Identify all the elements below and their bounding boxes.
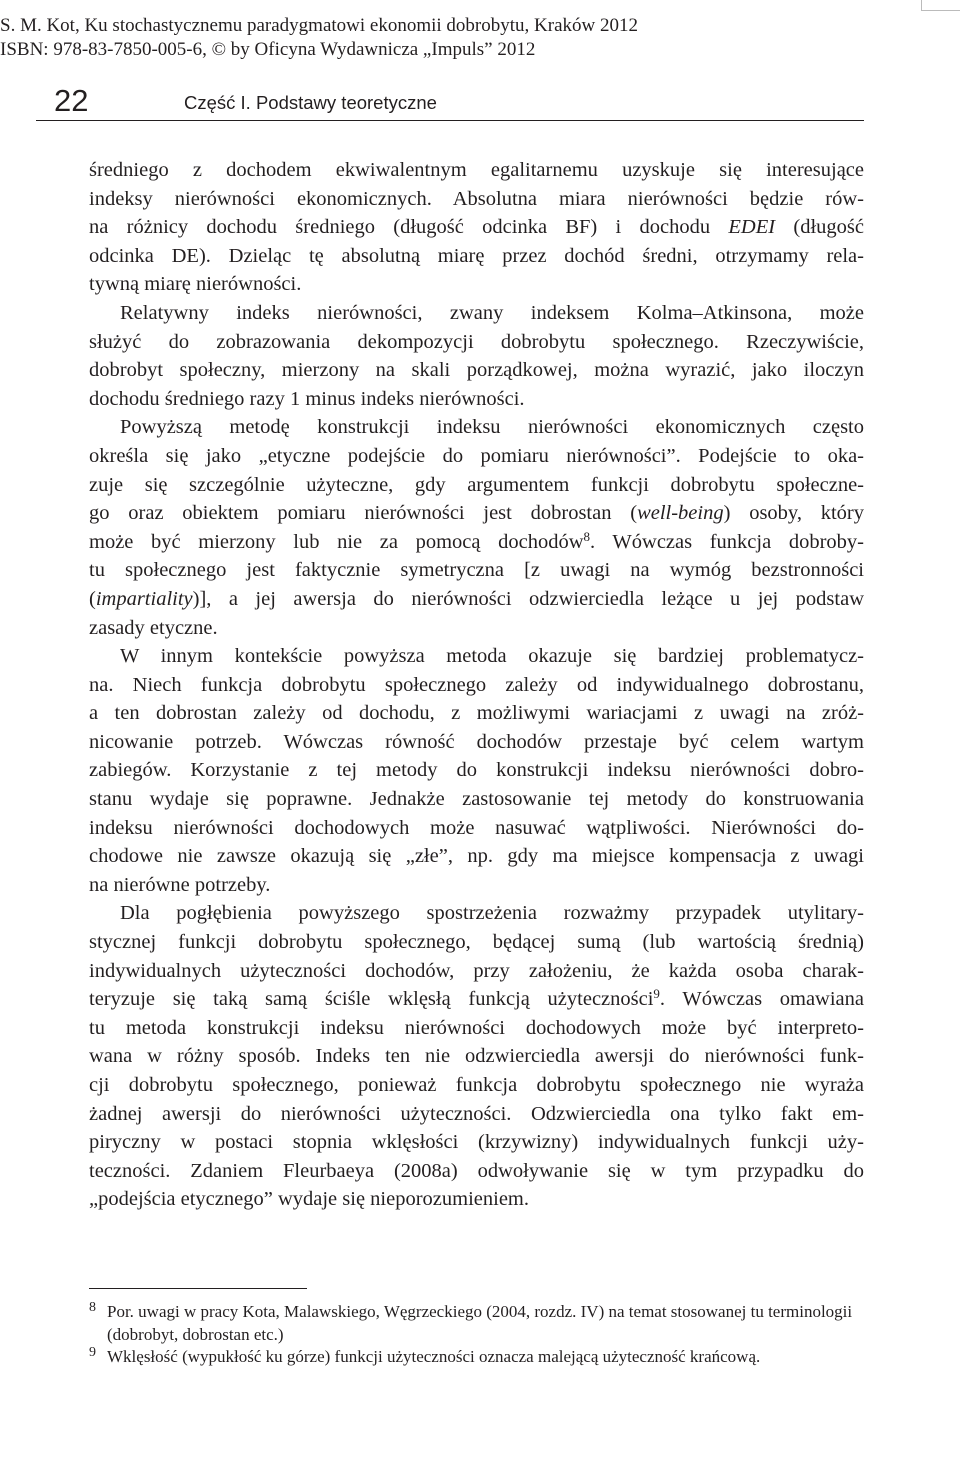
italic-term: well-being bbox=[637, 502, 724, 525]
text-run: określa się jako „etyczne podejście do pomiaru nierówności”. Podejście to oka- bbox=[89, 444, 864, 467]
text-run: . Wówczas funkcja dobroby- bbox=[590, 530, 864, 553]
text-line bbox=[89, 671, 864, 700]
text-line bbox=[89, 1157, 864, 1186]
text-line bbox=[89, 242, 864, 271]
text-line bbox=[89, 928, 864, 957]
text-run: (długość bbox=[775, 216, 864, 239]
text-line bbox=[89, 1100, 864, 1129]
text-run: indywidualnych użyteczności dochodów, przy założeniu, że każda osoba charak- bbox=[89, 959, 864, 982]
text-run: indeksu nierówności dochodowych może nasuwać wątpliwości. Nierówności do- bbox=[89, 816, 864, 839]
text-run: stycznej funkcji dobrobytu społecznego, będącej sumą (lub wartością średnią) bbox=[89, 931, 864, 954]
running-header bbox=[36, 80, 864, 121]
text-line bbox=[89, 699, 864, 728]
text-line bbox=[89, 985, 864, 1014]
text-line bbox=[89, 385, 864, 414]
text-line bbox=[89, 642, 864, 671]
citation-line-2: ISBN: 978-83-7850-005-6, © by Oficyna Wydawnicza „Impuls” 2012 bbox=[0, 39, 536, 60]
footnote-ref: 8 bbox=[583, 528, 591, 544]
text-line bbox=[89, 728, 864, 757]
text-line bbox=[89, 785, 864, 814]
text-run: teczności. Zdaniem Fleurbaeya (2008a) odwoływanie się w tym przypadku do bbox=[89, 1159, 864, 1182]
text-run: średniego z dochodem ekwiwalentnym egalitarnemu uzyskuje się interesujące bbox=[89, 159, 864, 181]
text-run: zasady etyczne. bbox=[89, 616, 218, 639]
text-line bbox=[89, 871, 864, 900]
footnote bbox=[89, 1346, 864, 1369]
text-line bbox=[89, 270, 864, 299]
text-run: go oraz obiektem pomiaru nierówności jest dobrostan ( bbox=[89, 502, 638, 525]
text-run: na różnicy dochodu średniego (długość odcinka BF) i dochodu bbox=[89, 216, 729, 239]
text-line bbox=[89, 957, 864, 986]
text-run: zabiegów. Korzystanie z tej metody do konstrukcji indeksu nierówności dobro- bbox=[89, 759, 864, 782]
text-line bbox=[89, 328, 864, 357]
italic-term: impartiality bbox=[95, 587, 193, 610]
text-run: nicowanie potrzeb. Wówczas równość dochodów przestaje być celem wartym bbox=[89, 730, 864, 753]
text-run: tywną miarę nierówności. bbox=[89, 273, 302, 296]
text-run: teryzuje się taką samą ściśle wklęsłą funkcją użyteczności bbox=[89, 988, 654, 1011]
text-run: odcinka DE). Dzieląc tę absolutną miarę przez dochód średni, otrzymamy rela- bbox=[89, 244, 864, 267]
text-run: „podejścia etycznego” wydaje się nieporozumieniem. bbox=[89, 1188, 529, 1211]
text-line bbox=[89, 1128, 864, 1157]
text-line bbox=[89, 413, 864, 442]
text-run: ) osoby, który bbox=[723, 502, 865, 525]
text-run: ( bbox=[89, 587, 96, 610]
page-number: 22 bbox=[54, 83, 89, 118]
text-run: na. Niech funkcja dobrobytu społecznego zależy od indywidualnego dobrostanu, bbox=[89, 673, 864, 696]
text-run: żadnej awersji do nierówności użyteczności. Odzwierciedla ona tylko fakt em- bbox=[89, 1102, 864, 1125]
text-run: piryczny w postaci stopnia wklęsłości (krzywizny) indywidualnych funkcji uży- bbox=[89, 1131, 864, 1154]
text-run: tu społecznego jest faktycznie symetryczna [z uwagi na wymóg bezstronności bbox=[89, 559, 864, 582]
text-run: dobrobyt społeczny, mierzony na skali porządkowej, można wyrazić, jako iloczyn bbox=[89, 359, 864, 382]
text-run: W innym kontekście powyższa metoda okazuje się bardziej problematycz- bbox=[120, 645, 864, 668]
text-line bbox=[89, 442, 864, 471]
text-line bbox=[89, 185, 864, 214]
text-run: może być mierzony lub nie za pomocą dochodów bbox=[89, 530, 584, 553]
section-title: Część I. Podstawy teoretyczne bbox=[184, 92, 437, 113]
text-line bbox=[89, 1042, 864, 1071]
footnote bbox=[89, 1301, 864, 1346]
text-run: zuje się szczególnie użyteczne, gdy argumentem funkcji dobrobytu społeczne- bbox=[89, 473, 864, 496]
text-run: dochodu średniego razy 1 minus indeks nierówności. bbox=[89, 387, 525, 410]
footnotes bbox=[89, 1301, 864, 1369]
text-line bbox=[89, 213, 864, 242]
footnote-mark: 9 bbox=[89, 1345, 96, 1360]
text-line bbox=[89, 356, 864, 385]
text-run: chodowe nie zawsze okazują się „złe”, np. gdy ma miejsce kompensacja z uwagi bbox=[89, 845, 864, 868]
footnote-ref: 9 bbox=[653, 986, 660, 1002]
text-run: )], a jej awersja do nierówności odzwierciedla leżące u jej podstaw bbox=[192, 587, 864, 610]
text-run: stanu wydaje się poprawne. Jednakże zastosowanie tej metody do konstruowania bbox=[89, 788, 864, 811]
text-line bbox=[89, 1185, 864, 1214]
text-run: indeksy nierówności ekonomicznych. Absolutna miara nierówności będzie rów- bbox=[89, 187, 864, 210]
page-corner-mark bbox=[921, 0, 960, 11]
text-run: . Wówczas omawiana bbox=[659, 988, 864, 1011]
text-run: Dla pogłębienia powyższego spostrzeżenia rozważmy przypadek utylitary- bbox=[120, 902, 864, 925]
text-line bbox=[89, 299, 864, 328]
text-line bbox=[89, 814, 864, 843]
text-line bbox=[89, 556, 864, 585]
citation-line-1: S. M. Kot, Ku stochastycznemu paradygmatowi ekonomii dobrobytu, Kraków 2012 bbox=[0, 15, 638, 36]
text-line bbox=[89, 156, 864, 185]
text-line bbox=[89, 842, 864, 871]
text-run: służyć do zobrazowania dekompozycji dobrobytu społecznego. Rzeczywiście, bbox=[89, 330, 864, 353]
text-run: Powyższą metodę konstrukcji indeksu nierówności ekonomicznych często bbox=[120, 416, 864, 439]
text-line bbox=[89, 614, 864, 643]
footnote-separator bbox=[89, 1288, 307, 1289]
text-line bbox=[89, 528, 864, 557]
citation-header bbox=[0, 14, 638, 62]
text-run: tu metoda konstrukcji indeksu nierówności dochodowych może być interpreto- bbox=[89, 1016, 864, 1039]
footnote-text: Wklęsłość (wypukłość ku górze) funkcji użyteczności oznacza malejącą użyteczność krańcową. bbox=[107, 1347, 761, 1366]
body-text bbox=[89, 156, 864, 1214]
text-run: na nierówne potrzeby. bbox=[89, 873, 271, 896]
footnote-mark: 8 bbox=[89, 1300, 96, 1315]
text-line bbox=[89, 899, 864, 928]
text-line bbox=[89, 1014, 864, 1043]
italic-term: EDEI bbox=[728, 216, 776, 239]
text-run: Relatywny indeks nierówności, zwany indeksem Kolma–Atkinsona, może bbox=[120, 301, 864, 324]
text-line bbox=[89, 471, 864, 500]
text-line bbox=[89, 585, 864, 614]
text-line bbox=[89, 1071, 864, 1100]
text-line bbox=[89, 756, 864, 785]
text-run: a ten dobrostan zależy od dochodu, z możliwymi wariacjami z uwagi na zróż- bbox=[89, 702, 864, 725]
footnote-text: Por. uwagi w pracy Kota, Malawskiego, Węgrzeckiego (2004, rozdz. IV) na temat stosowanej tu terminologii (dobrobyt, dobrostan etc.) bbox=[107, 1302, 853, 1344]
text-line bbox=[89, 499, 864, 528]
text-run: wana w różny sposób. Indeks ten nie odzwierciedla awersji do nierówności funk- bbox=[89, 1045, 864, 1068]
text-run: cji dobrobytu społecznego, ponieważ funkcja dobrobytu społecznego nie wyraża bbox=[89, 1074, 864, 1096]
